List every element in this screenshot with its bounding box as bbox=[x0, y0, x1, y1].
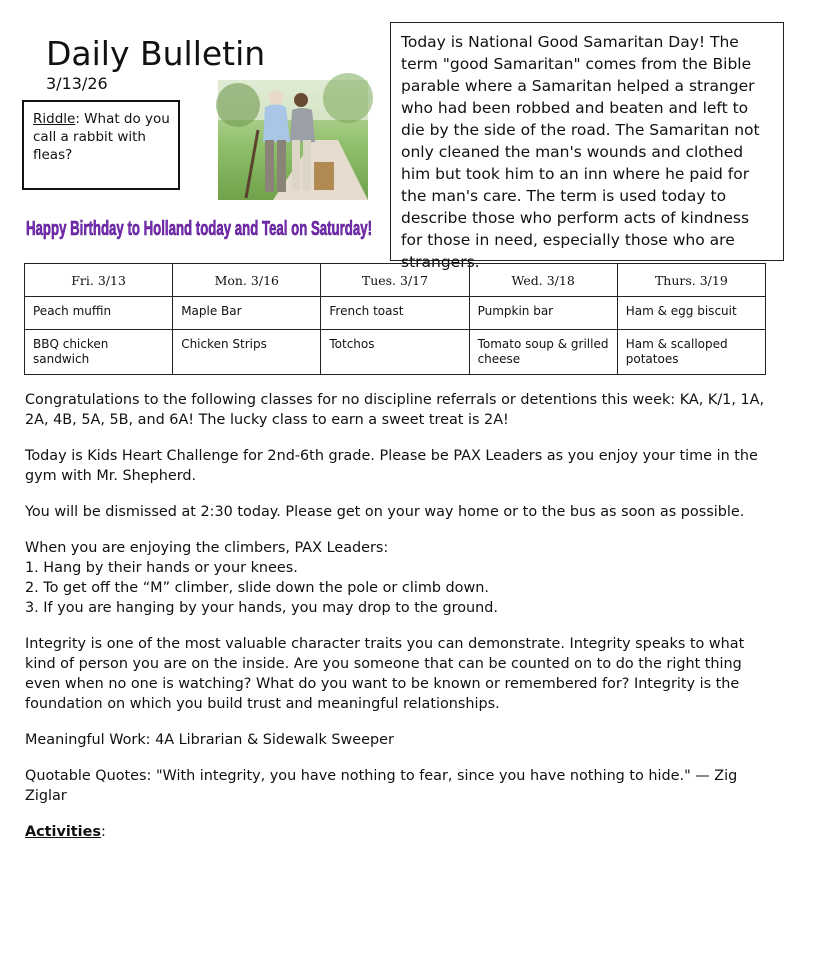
announcements bbox=[25, 390, 775, 858]
menu-cell: Chicken Strips bbox=[173, 330, 321, 375]
menu-day: Tues. 3/17 bbox=[321, 264, 469, 297]
congrats-paragraph: Congratulations to the following classes for no discipline referrals or detentions this week: KA, K/1, 1A, 2A, 4B, 5A, 5B, and 6A! The lucky class to earn a sweet treat is 2A! bbox=[25, 392, 765, 428]
riddle-box bbox=[22, 100, 180, 190]
menu-cell: Peach muffin bbox=[25, 297, 173, 330]
dismissal-paragraph: You will be dismissed at 2:30 today. Please get on your way home or to the bus as soon as possible. bbox=[25, 504, 745, 520]
riddle-question: : What do you call a rabbit with fleas? bbox=[33, 111, 170, 163]
menu-cell: French toast bbox=[321, 297, 469, 330]
bulletin-date: 3/13/26 bbox=[46, 74, 108, 93]
birthday-text: Happy Birthday to Holland today and Teal on Saturday! bbox=[26, 218, 372, 240]
menu-breakfast-row bbox=[25, 297, 766, 330]
birthday-wordart bbox=[24, 205, 376, 247]
couple-walking-photo bbox=[218, 80, 368, 200]
menu-cell: Maple Bar bbox=[173, 297, 321, 330]
menu-table bbox=[24, 263, 766, 375]
meaningful-work: Meaningful Work: 4A Librarian & Sidewalk Sweeper bbox=[25, 732, 394, 748]
menu-day: Mon. 3/16 bbox=[173, 264, 321, 297]
integrity-paragraph: Integrity is one of the most valuable character traits you can demonstrate. Integrity speaks to what kind of person you are on the inside. Are you someone that can be counted on to do the right thing even when no one is watching? What do you want to be known or remembered for? Integrity is the foundation on which you build trust and meaningful relationships. bbox=[25, 636, 745, 712]
climbers-intro: When you are enjoying the climbers, PAX Leaders: bbox=[25, 540, 389, 556]
heart-challenge-paragraph: Today is Kids Heart Challenge for 2nd-6th grade. Please be PAX Leaders as you enjoy your time in the gym with Mr. Shepherd. bbox=[25, 448, 758, 484]
activities-label: Activities bbox=[25, 824, 101, 840]
good-samaritan-box: Today is National Good Samaritan Day! The term "good Samaritan" comes from the Bible parable where a Samaritan helped a stranger who had been robbed and beaten and left to die by the side of the road. The Samaritan not only cleaned the man's wounds and clothed him but took him to an inn where he paid for the man's care. The term is used today to describe those who perform acts of kindness for those in need, especially those who are strangers. bbox=[390, 22, 784, 261]
menu-cell: Ham & scalloped potatoes bbox=[617, 330, 765, 375]
climbers-rule: 2. To get off the “M” climber, slide down the pole or climb down. bbox=[25, 580, 489, 596]
quotable-quote: Quotable Quotes: "With integrity, you have nothing to fear, since you have nothing to hide." — Zig Ziglar bbox=[25, 768, 738, 804]
activities-colon: : bbox=[100, 824, 106, 840]
climbers-paragraph bbox=[25, 538, 775, 618]
menu-cell: Tomato soup & grilled cheese bbox=[469, 330, 617, 375]
menu-cell: BBQ chicken sandwich bbox=[25, 330, 173, 375]
bulletin-title: Daily Bulletin bbox=[46, 34, 266, 73]
climbers-rule: 3. If you are hanging by your hands, you may drop to the ground. bbox=[25, 600, 498, 616]
menu-day: Fri. 3/13 bbox=[25, 264, 173, 297]
menu-day: Wed. 3/18 bbox=[469, 264, 617, 297]
riddle-label: Riddle bbox=[33, 111, 76, 127]
menu-lunch-row bbox=[25, 330, 766, 375]
menu-cell: Pumpkin bar bbox=[469, 297, 617, 330]
menu-header-row bbox=[25, 264, 766, 297]
menu-day: Thurs. 3/19 bbox=[617, 264, 765, 297]
activities-heading bbox=[25, 822, 775, 842]
menu-cell: Ham & egg biscuit bbox=[617, 297, 765, 330]
menu-cell: Totchos bbox=[321, 330, 469, 375]
climbers-rule: 1. Hang by their hands or your knees. bbox=[25, 560, 298, 576]
